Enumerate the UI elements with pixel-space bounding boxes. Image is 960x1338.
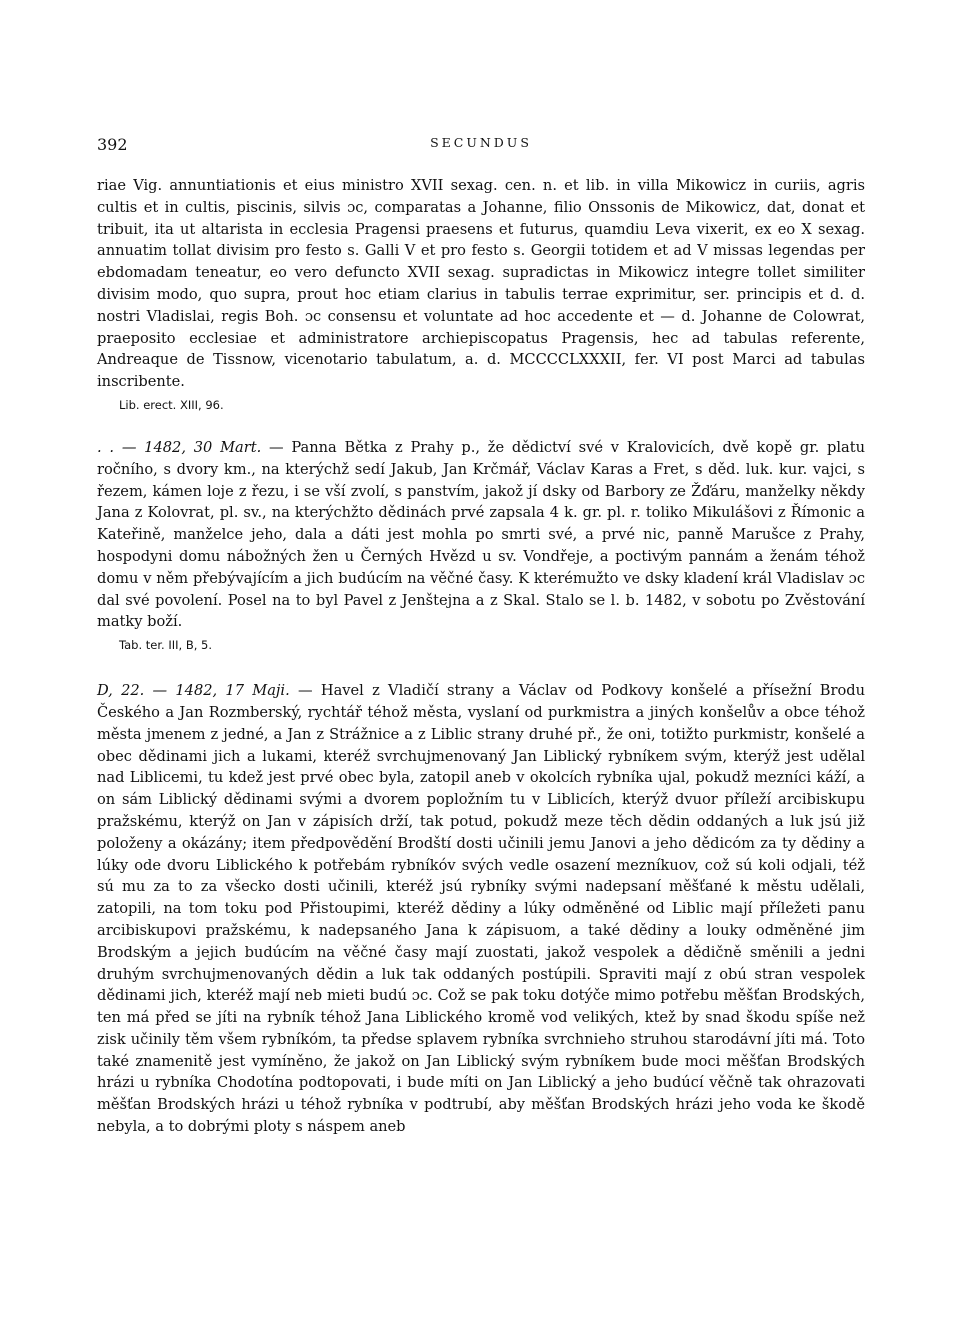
entry-date-heading: . . — 1482, 30 Mart. — [97, 438, 262, 456]
entry-1482-30-mart — [97, 437, 865, 654]
entry-body — [97, 680, 865, 1138]
running-head: SECUNDUS — [430, 135, 532, 150]
entry-latin-charter — [97, 175, 865, 414]
document-page — [97, 135, 865, 1138]
entry-body — [97, 437, 865, 633]
page-number: 392 — [97, 135, 128, 154]
entry-1482-17-maji — [97, 680, 865, 1138]
entry-text: riae Vig. annuntiationis et eius ministro XVII sexag. cen. n. et lib. in villa Mikowicz in curiis, agris cultis et in cultis, piscinis, silvis ɔc, comparatas a Johanne, filio Onssonis de Mikowicz, dat, donat et tribuit, ita ut altarista in ecclesia Pragensi praesens et futurus, quamdiu Leva vixerit, ex eo X sexag. annuatim tollat divisim pro festo s. Galli V et pro festo s. Georgii totidem et ad V missas legendas per ebdomadam teneatur, eo vero defuncto XVII sexag. supradictas in Mikowicz integre tollet similiter divisim modo, quo supra, prout hoc etiam clarius in tabulis terrae exprimitur, ser. principis et d. d. nostri Vladislai, regis Boh. ɔc consensu et voluntate ad hoc accedente et — d. Johanne de Colowrat, praeposito ecclesiae et administratore archiepiscopatus Pragensis, hec ad tabulas referente, Andreaque de Tissnow, vicenotario tabulatum, a. d. MCCCCLXXXII, fer. VI post Marci ad tabulas inscribente. — [97, 177, 865, 391]
entry-text: — Panna Bětka z Prahy p., že dědictví své v Kralovicích, dvě kopě gr. platu ročního, s dvory km., na kterýchž sedí Jakub, Jan Krčmář, Václav Karas a Fret, s děd. luk. kur. vajci, s řezem, kámen loje z řezu, i se vší zvolí, s panstvím, jakož jí dsky od Barbory ze Žďáru, manželky někdy Jana z Kolovrat, pl. sv., na kterýchžto dědinách prvé zapsala 4 k. gr. pl. r. toliko Mikulášovi z Římonic a Kateřině, manželce jeho, dala a dáti jest mohla po smrti své, a prvé nic, panně Marušce z Prahy, hospodyni domu nábožných žen u Černých Hvězd u sv. Vondřeje, a poctivým pannám a ženám téhož domu v něm přebývajícím a jich budúcím na věčné časy. K kterémužto ve dsky kladení král Vladislav ɔc dal své povolení. Posel na to byl Pavel z Jenštejna a z Skal. Stalo se l. b. 1482, v sobotu po Zvěstování matky boží. — [97, 438, 865, 631]
entry-body — [97, 175, 865, 393]
entry-date-heading: D, 22. — 1482, 17 Maji. — [97, 682, 290, 700]
page-header — [97, 135, 865, 175]
entry-text: — Havel z Vladičí strany a Václav od Podkovy konšelé a přísežní Brodu Českého a Jan Rozmberský, rychtář téhož města, vyslaní od purkmistra a jiných konšelův a obce téhož města jmenem z jedné, a Jan z Strážnice a z Liblic strany druhé př., že oni, totižto purkmistr, konšelé a obec dědinami jich a lukami, kteréž svrchujmenovaný Jan Liblický rybníkem svým, kterýž jest udělal nad Liblicemi, tu kdež jest prvé obec byla, zatopil aneb v okolcích rybníka ujal, pokudž mezníci káží, a on sám Liblický dědinami svými a dvorem popložním tu v Liblicích, kterýž dvuor příleží arcibiskupu pražskému, kterýž on Jan v zápisích drží, tak potud, pokudž meze těch dědin oddaných a luk jsú již položeny a okázány; item předpovědění Brodští dosti učinili jemu Janovi a jeho dědicóm za ty dědiny a lúky ode dvoru Liblického k potřebám rybníkóv svých vedle osazení mezníkuov, což sú koli odjali, též sú mu za to za všecko dosti učinili, kteréž jsú rybníky svými nadepsaní měšťané k městu udělali, zatopili, na tom toku pod Přistoupimi, kteréž dědiny a lúky odměněné od Liblic mají příležeti panu arcibiskupovi pražskému, k nadepsaného Jana k zápisuom, a také dědiny a louky odměněné jim Brodským a jejich budúcím na věčné časy mají zuostati, jakož vespolek a dědičně směnili a jedni druhým svrchujmenovaných dědin a luk tak oddaných postúpili. Spraviti mají z obú stran vespolek dědinami jich, kteréž mají neb mieti budú ɔc. Což se pak toku dotýče mimo potřebu měšťan Brodských, ten má před se jíti na rybník téhož Jana Liblického kromě vod velikých, ktež by snad škodu spíše než zisk učinily těm všem rybníkóm, ta předse splavem rybníka svrchnieho struhou starodávní jíti má. Toto také znamenitě jest vymíněno, že jakož on Jan Liblický svým rybníkem bude moci měšťan Brodských hrázi u rybníka Chodotína podtopovati, i bude míti on Jan Liblický a jeho budúcí věčně tak ohrazovati měšťan Brodských hrázi u téhož rybníka v podtrubí, aby měšťan Brodských hrázi jeho voda ke škodě nebyla, a to dobrými ploty s náspem aneb — [97, 682, 866, 1136]
source-reference: Tab. ter. III, B, 5. — [119, 638, 213, 653]
source-reference: Lib. erect. XIII, 96. — [119, 397, 224, 412]
